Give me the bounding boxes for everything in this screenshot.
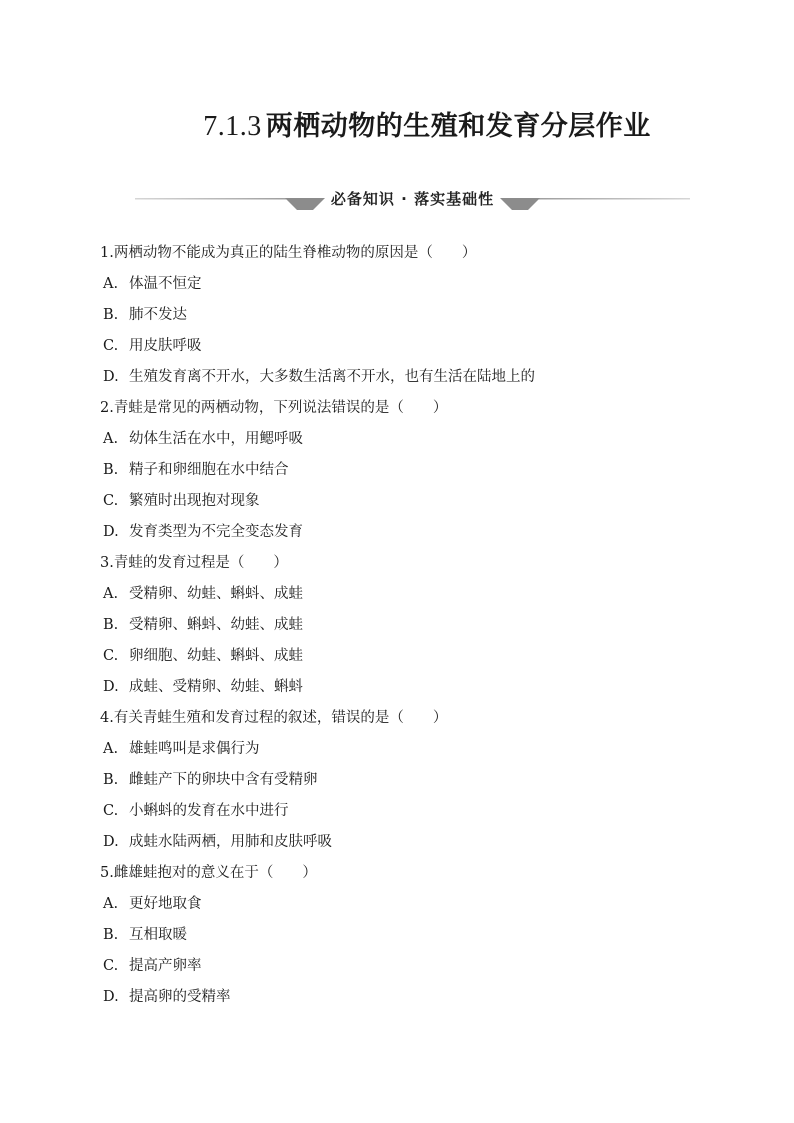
title-number: 7.1.3 <box>203 111 262 142</box>
question-5-option-d: D. 提高卵的受精率 <box>103 989 231 1005</box>
question-3-option-a: A. 受精卵、幼蛙、蝌蚪、成蛙 <box>103 586 303 602</box>
question-4-stem: 4.有关青蛙生殖和发育过程的叙述，错误的是（ ） <box>100 710 448 726</box>
question-3-option-c: C. 卵细胞、幼蛙、蝌蚪、成蛙 <box>103 648 303 664</box>
question-2-option-a: A. 幼体生活在水中，用鳃呼吸 <box>103 431 303 447</box>
question-5-option-c: C. 提高产卵率 <box>103 958 202 974</box>
title-text: 两栖动物的生殖和发育分层作业 <box>265 111 651 142</box>
question-5-stem: 5.雌雄蛙抱对的意义在于（ ） <box>100 865 317 881</box>
question-5-option-a: A. 更好地取食 <box>103 896 202 912</box>
question-1-option-a: A. 体温不恒定 <box>103 276 202 292</box>
question-4-option-c: C. 小蝌蚪的发育在水中进行 <box>103 803 289 819</box>
page-title <box>0 104 794 143</box>
section-label: 必备知识 · 落实基础性 <box>330 190 495 208</box>
question-2-option-b: B. 精子和卵细胞在水中结合 <box>103 462 289 478</box>
question-list <box>100 243 700 1018</box>
question-2-option-c: C. 繁殖时出现抱对现象 <box>103 493 260 509</box>
question-4-option-b: B. 雌蛙产下的卵块中含有受精卵 <box>103 772 318 788</box>
question-1-option-b: B. 肺不发达 <box>103 307 187 323</box>
question-3-stem: 3.青蛙的发育过程是（ ） <box>100 555 288 571</box>
question-1-option-c: C. 用皮肤呼吸 <box>103 338 202 354</box>
question-1-option-d: D. 生殖发育离不开水，大多数生活离不开水，也有生活在陆地上的 <box>103 369 535 385</box>
question-2-stem: 2.青蛙是常见的两栖动物，下列说法错误的是（ ） <box>100 400 448 416</box>
question-4-option-a: A. 雄蛙鸣叫是求偶行为 <box>103 741 260 757</box>
question-4-option-d: D. 成蛙水陆两栖，用肺和皮肤呼吸 <box>103 834 332 850</box>
question-1-stem: 1.两栖动物不能成为真正的陆生脊椎动物的原因是（ ） <box>100 245 477 261</box>
section-banner <box>135 186 690 212</box>
question-5-option-b: B. 互相取暖 <box>103 927 187 943</box>
question-3-option-b: B. 受精卵、蝌蚪、幼蛙、成蛙 <box>103 617 303 633</box>
question-2-option-d: D. 发育类型为不完全变态发育 <box>103 524 303 540</box>
question-3-option-d: D. 成蛙、受精卵、幼蛙、蝌蚪 <box>103 679 303 695</box>
